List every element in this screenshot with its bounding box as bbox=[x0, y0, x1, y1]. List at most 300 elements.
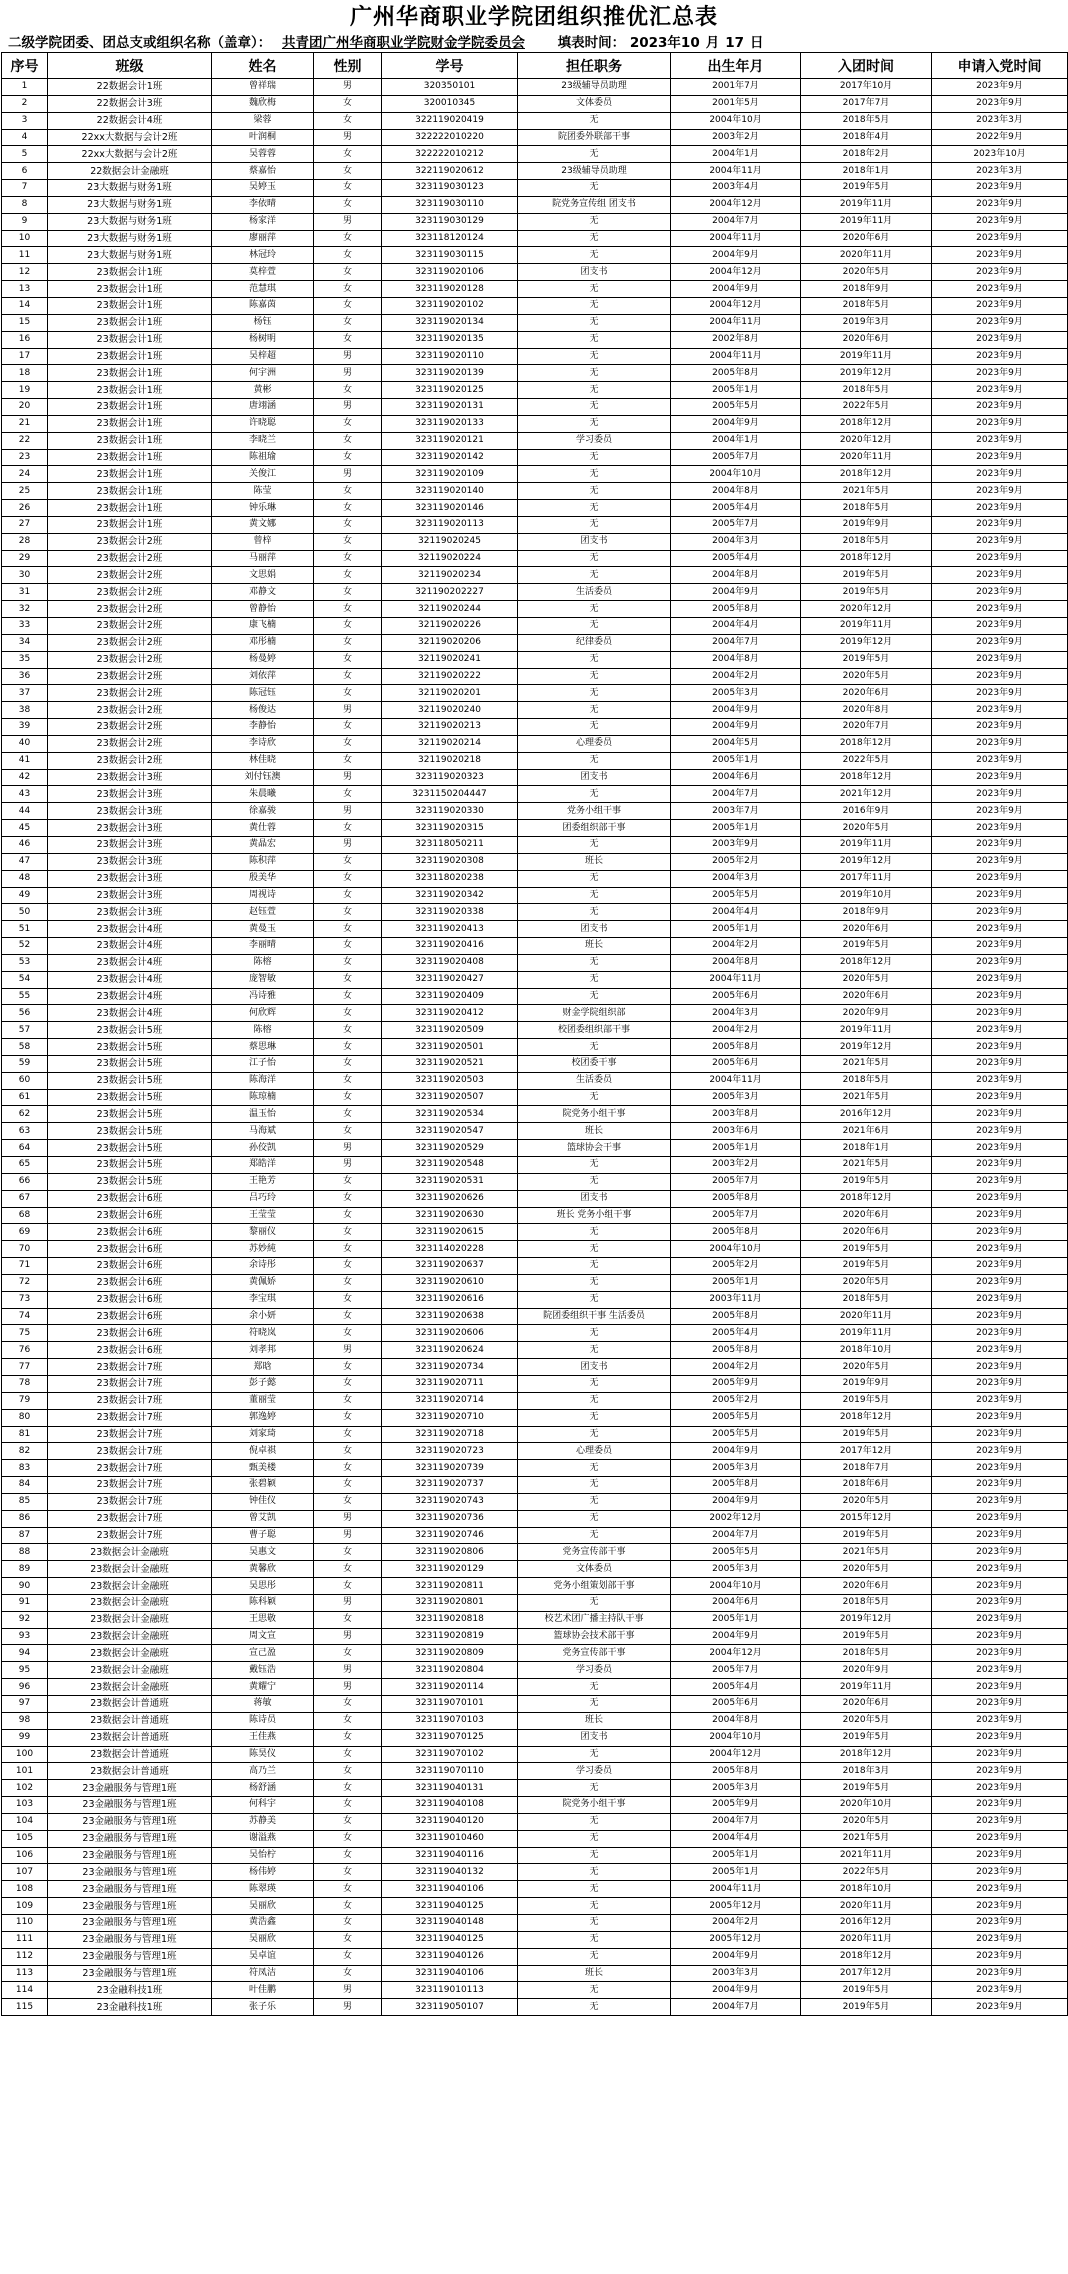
cell-party-apply: 2023年9月 bbox=[932, 1965, 1068, 1982]
cell-party-apply: 2023年9月 bbox=[932, 297, 1068, 314]
table-row bbox=[2, 769, 1068, 786]
cell-duty: 无 bbox=[518, 1392, 671, 1409]
table-row bbox=[2, 213, 1068, 230]
table-row bbox=[2, 399, 1068, 416]
cell-student-id: 32119020218 bbox=[382, 752, 518, 769]
cell-class: 23数据会计4班 bbox=[48, 921, 212, 938]
cell-party-apply: 2023年9月 bbox=[932, 432, 1068, 449]
cell-party-apply: 2023年9月 bbox=[932, 180, 1068, 197]
cell-class: 22数据会计1班 bbox=[48, 79, 212, 96]
cell-class: 23数据会计2班 bbox=[48, 651, 212, 668]
cell-index: 25 bbox=[2, 483, 48, 500]
cell-name: 黄佩娇 bbox=[212, 1274, 314, 1291]
cell-name: 何欣辉 bbox=[212, 1005, 314, 1022]
table-row bbox=[2, 988, 1068, 1005]
cell-class: 23数据会计普通班 bbox=[48, 1729, 212, 1746]
cell-index: 93 bbox=[2, 1628, 48, 1645]
table-row bbox=[2, 870, 1068, 887]
cell-duty: 团支书 bbox=[518, 769, 671, 786]
table-row bbox=[2, 1258, 1068, 1275]
cell-gender: 女 bbox=[314, 1578, 382, 1595]
cell-gender: 女 bbox=[314, 1274, 382, 1291]
cell-party-apply: 2023年9月 bbox=[932, 1982, 1068, 1999]
cell-gender: 男 bbox=[314, 399, 382, 416]
cell-student-id: 323119020606 bbox=[382, 1325, 518, 1342]
cell-class: 22数据会计金融班 bbox=[48, 163, 212, 180]
table-row bbox=[2, 971, 1068, 988]
cell-league-join: 2019年11月 bbox=[801, 348, 932, 365]
cell-class: 23金融服务与管理1班 bbox=[48, 1864, 212, 1881]
cell-league-join: 2018年5月 bbox=[801, 1291, 932, 1308]
cell-party-apply: 2023年9月 bbox=[932, 550, 1068, 567]
cell-student-id: 323119020140 bbox=[382, 483, 518, 500]
table-row bbox=[2, 1443, 1068, 1460]
cell-duty: 生活委员 bbox=[518, 1072, 671, 1089]
cell-gender: 女 bbox=[314, 314, 382, 331]
cell-name: 蔡嘉怡 bbox=[212, 163, 314, 180]
cell-birth: 2005年5月 bbox=[671, 1409, 801, 1426]
cell-birth: 2004年11月 bbox=[671, 1881, 801, 1898]
cell-student-id: 323119020809 bbox=[382, 1645, 518, 1662]
table-row bbox=[2, 432, 1068, 449]
cell-league-join: 2020年5月 bbox=[801, 1274, 932, 1291]
table-row bbox=[2, 1948, 1068, 1965]
table-row bbox=[2, 938, 1068, 955]
cell-student-id: 323119020131 bbox=[382, 399, 518, 416]
cell-name: 吕巧玲 bbox=[212, 1190, 314, 1207]
cell-gender: 男 bbox=[314, 129, 382, 146]
cell-student-id: 320350101 bbox=[382, 79, 518, 96]
cell-class: 23数据会计7班 bbox=[48, 1527, 212, 1544]
cell-index: 63 bbox=[2, 1123, 48, 1140]
cell-party-apply: 2023年9月 bbox=[932, 1527, 1068, 1544]
cell-name: 吴怡柠 bbox=[212, 1847, 314, 1864]
cell-gender: 女 bbox=[314, 1898, 382, 1915]
cell-index: 31 bbox=[2, 584, 48, 601]
cell-index: 78 bbox=[2, 1375, 48, 1392]
cell-name: 温玉怡 bbox=[212, 1106, 314, 1123]
cell-duty: 班长 bbox=[518, 853, 671, 870]
cell-party-apply: 2023年9月 bbox=[932, 1291, 1068, 1308]
cell-name: 曾祥瑞 bbox=[212, 79, 314, 96]
cell-index: 3 bbox=[2, 112, 48, 129]
cell-gender: 男 bbox=[314, 1679, 382, 1696]
cell-league-join: 2019年5月 bbox=[801, 1982, 932, 1999]
cell-party-apply: 2023年9月 bbox=[932, 786, 1068, 803]
cell-gender: 女 bbox=[314, 954, 382, 971]
cell-birth: 2005年3月 bbox=[671, 1089, 801, 1106]
cell-league-join: 2018年12月 bbox=[801, 769, 932, 786]
cell-birth: 2005年1月 bbox=[671, 752, 801, 769]
cell-gender: 女 bbox=[314, 1022, 382, 1039]
cell-index: 70 bbox=[2, 1241, 48, 1258]
cell-index: 83 bbox=[2, 1460, 48, 1477]
fill-month-unit: 月 bbox=[705, 35, 720, 51]
cell-birth: 2004年6月 bbox=[671, 1594, 801, 1611]
cell-index: 89 bbox=[2, 1561, 48, 1578]
cell-index: 24 bbox=[2, 466, 48, 483]
cell-class: 23数据会计1班 bbox=[48, 483, 212, 500]
cell-gender: 女 bbox=[314, 550, 382, 567]
cell-student-id: 323119020531 bbox=[382, 1173, 518, 1190]
cell-student-id: 323119020739 bbox=[382, 1460, 518, 1477]
table-row bbox=[2, 1527, 1068, 1544]
cell-name: 符晓岚 bbox=[212, 1325, 314, 1342]
cell-birth: 2004年9月 bbox=[671, 1443, 801, 1460]
cell-index: 62 bbox=[2, 1106, 48, 1123]
table-row bbox=[2, 1022, 1068, 1039]
cell-gender: 女 bbox=[314, 533, 382, 550]
table-row bbox=[2, 1173, 1068, 1190]
cell-student-id: 323119020819 bbox=[382, 1628, 518, 1645]
cell-duty: 无 bbox=[518, 314, 671, 331]
cell-party-apply: 2023年3月 bbox=[932, 163, 1068, 180]
cell-party-apply: 2023年10月 bbox=[932, 146, 1068, 163]
cell-name: 陈诗员 bbox=[212, 1712, 314, 1729]
cell-name: 马海斌 bbox=[212, 1123, 314, 1140]
cell-index: 1 bbox=[2, 79, 48, 96]
cell-index: 42 bbox=[2, 769, 48, 786]
cell-party-apply: 2023年9月 bbox=[932, 820, 1068, 837]
cell-class: 23数据会计5班 bbox=[48, 1039, 212, 1056]
cell-duty: 无 bbox=[518, 1999, 671, 2016]
cell-name: 蔡思琳 bbox=[212, 1039, 314, 1056]
cell-duty: 文体委员 bbox=[518, 1561, 671, 1578]
cell-party-apply: 2023年9月 bbox=[932, 735, 1068, 752]
table-row bbox=[2, 1746, 1068, 1763]
cell-name: 陈海洋 bbox=[212, 1072, 314, 1089]
cell-class: 23金融服务与管理1班 bbox=[48, 1914, 212, 1931]
table-row bbox=[2, 1780, 1068, 1797]
cell-student-id: 323119040106 bbox=[382, 1965, 518, 1982]
cell-party-apply: 2023年9月 bbox=[932, 533, 1068, 550]
cell-league-join: 2021年11月 bbox=[801, 1847, 932, 1864]
cell-student-id: 323119020129 bbox=[382, 1561, 518, 1578]
cell-student-id: 322222010220 bbox=[382, 129, 518, 146]
table-row bbox=[2, 1611, 1068, 1628]
cell-student-id: 323119040131 bbox=[382, 1780, 518, 1797]
cell-league-join: 2021年5月 bbox=[801, 1089, 932, 1106]
cell-league-join: 2018年9月 bbox=[801, 281, 932, 298]
cell-party-apply: 2023年9月 bbox=[932, 1948, 1068, 1965]
cell-name: 余小妍 bbox=[212, 1308, 314, 1325]
cell-duty: 无 bbox=[518, 752, 671, 769]
cell-birth: 2005年1月 bbox=[671, 1847, 801, 1864]
cell-student-id: 323119030110 bbox=[382, 196, 518, 213]
cell-party-apply: 2023年9月 bbox=[932, 1123, 1068, 1140]
table-row bbox=[2, 180, 1068, 197]
cell-class: 23数据会计4班 bbox=[48, 1005, 212, 1022]
cell-birth: 2004年6月 bbox=[671, 769, 801, 786]
cell-student-id: 323119020416 bbox=[382, 938, 518, 955]
cell-party-apply: 2023年9月 bbox=[932, 1072, 1068, 1089]
cell-index: 106 bbox=[2, 1847, 48, 1864]
cell-class: 23金融服务与管理1班 bbox=[48, 1965, 212, 1982]
table-row bbox=[2, 1190, 1068, 1207]
cell-class: 23数据会计金融班 bbox=[48, 1544, 212, 1561]
cell-gender: 女 bbox=[314, 146, 382, 163]
cell-gender: 女 bbox=[314, 516, 382, 533]
cell-league-join: 2020年11月 bbox=[801, 1308, 932, 1325]
cell-name: 刘孝邦 bbox=[212, 1342, 314, 1359]
cell-duty: 无 bbox=[518, 500, 671, 517]
cell-student-id: 323119020818 bbox=[382, 1611, 518, 1628]
cell-class: 23数据会计2班 bbox=[48, 584, 212, 601]
header-student-id: 学号 bbox=[382, 53, 518, 79]
cell-student-id: 323119070103 bbox=[382, 1712, 518, 1729]
cell-index: 20 bbox=[2, 399, 48, 416]
cell-birth: 2003年11月 bbox=[671, 1291, 801, 1308]
cell-student-id: 323118020238 bbox=[382, 870, 518, 887]
cell-class: 23数据会计普通班 bbox=[48, 1763, 212, 1780]
cell-league-join: 2019年12月 bbox=[801, 1611, 932, 1628]
table-row bbox=[2, 1426, 1068, 1443]
cell-party-apply: 2023年9月 bbox=[932, 1342, 1068, 1359]
cell-league-join: 2021年6月 bbox=[801, 1123, 932, 1140]
cell-index: 47 bbox=[2, 853, 48, 870]
cell-gender: 女 bbox=[314, 1763, 382, 1780]
cell-index: 19 bbox=[2, 382, 48, 399]
cell-party-apply: 2023年9月 bbox=[932, 1207, 1068, 1224]
cell-party-apply: 2023年9月 bbox=[932, 954, 1068, 971]
cell-name: 张子乐 bbox=[212, 1999, 314, 2016]
table-row bbox=[2, 1696, 1068, 1713]
cell-index: 97 bbox=[2, 1696, 48, 1713]
cell-index: 10 bbox=[2, 230, 48, 247]
cell-class: 23数据会计6班 bbox=[48, 1325, 212, 1342]
cell-class: 23数据会计6班 bbox=[48, 1207, 212, 1224]
cell-league-join: 2020年10月 bbox=[801, 1797, 932, 1814]
cell-birth: 2004年1月 bbox=[671, 146, 801, 163]
cell-student-id: 323119050107 bbox=[382, 1999, 518, 2016]
cell-duty: 无 bbox=[518, 651, 671, 668]
cell-party-apply: 2023年9月 bbox=[932, 79, 1068, 96]
cell-gender: 女 bbox=[314, 1241, 382, 1258]
cell-party-apply: 2023年9月 bbox=[932, 1359, 1068, 1376]
cell-name: 邓静文 bbox=[212, 584, 314, 601]
cell-student-id: 323119020109 bbox=[382, 466, 518, 483]
cell-student-id: 323119070102 bbox=[382, 1746, 518, 1763]
cell-class: 23数据会计3班 bbox=[48, 904, 212, 921]
cell-duty: 无 bbox=[518, 719, 671, 736]
cell-student-id: 323119030123 bbox=[382, 180, 518, 197]
cell-league-join: 2020年9月 bbox=[801, 1005, 932, 1022]
cell-duty: 学习委员 bbox=[518, 432, 671, 449]
cell-gender: 女 bbox=[314, 264, 382, 281]
cell-birth: 2005年7月 bbox=[671, 1662, 801, 1679]
cell-index: 23 bbox=[2, 449, 48, 466]
cell-duty: 无 bbox=[518, 1746, 671, 1763]
cell-class: 23数据会计6班 bbox=[48, 1224, 212, 1241]
table-row bbox=[2, 1999, 1068, 2016]
cell-duty: 无 bbox=[518, 685, 671, 702]
cell-class: 22数据会计4班 bbox=[48, 112, 212, 129]
cell-gender: 女 bbox=[314, 297, 382, 314]
cell-name: 郭逸婷 bbox=[212, 1409, 314, 1426]
cell-birth: 2004年2月 bbox=[671, 1022, 801, 1039]
cell-class: 23数据会计1班 bbox=[48, 415, 212, 432]
cell-birth: 2005年8月 bbox=[671, 1763, 801, 1780]
table-row bbox=[2, 382, 1068, 399]
cell-student-id: 323119020711 bbox=[382, 1375, 518, 1392]
cell-index: 37 bbox=[2, 685, 48, 702]
cell-name: 唐翊涵 bbox=[212, 399, 314, 416]
cell-student-id: 323119020408 bbox=[382, 954, 518, 971]
cell-student-id: 323114020228 bbox=[382, 1241, 518, 1258]
cell-gender: 男 bbox=[314, 702, 382, 719]
cell-party-apply: 2023年9月 bbox=[932, 1645, 1068, 1662]
cell-league-join: 2019年12月 bbox=[801, 365, 932, 382]
cell-name: 杨舒涵 bbox=[212, 1780, 314, 1797]
cell-party-apply: 2023年9月 bbox=[932, 1830, 1068, 1847]
table-row bbox=[2, 1982, 1068, 1999]
cell-birth: 2005年7月 bbox=[671, 1207, 801, 1224]
cell-name: 刘依萍 bbox=[212, 668, 314, 685]
cell-party-apply: 2023年9月 bbox=[932, 634, 1068, 651]
cell-name: 宣己盈 bbox=[212, 1645, 314, 1662]
cell-birth: 2003年7月 bbox=[671, 803, 801, 820]
cell-birth: 2004年7月 bbox=[671, 1999, 801, 2016]
cell-gender: 女 bbox=[314, 1089, 382, 1106]
cell-duty: 无 bbox=[518, 1493, 671, 1510]
cell-class: 23数据会计金融班 bbox=[48, 1645, 212, 1662]
cell-duty: 无 bbox=[518, 247, 671, 264]
cell-index: 94 bbox=[2, 1645, 48, 1662]
cell-duty: 无 bbox=[518, 516, 671, 533]
cell-class: 23数据会计6班 bbox=[48, 1274, 212, 1291]
table-row bbox=[2, 853, 1068, 870]
cell-name: 王莹莹 bbox=[212, 1207, 314, 1224]
table-row bbox=[2, 163, 1068, 180]
cell-duty: 无 bbox=[518, 348, 671, 365]
cell-index: 35 bbox=[2, 651, 48, 668]
cell-league-join: 2018年6月 bbox=[801, 1477, 932, 1494]
cell-party-apply: 2023年9月 bbox=[932, 516, 1068, 533]
cell-index: 13 bbox=[2, 281, 48, 298]
cell-party-apply: 2023年9月 bbox=[932, 399, 1068, 416]
cell-gender: 女 bbox=[314, 735, 382, 752]
cell-gender: 女 bbox=[314, 1881, 382, 1898]
table-row bbox=[2, 1813, 1068, 1830]
cell-birth: 2005年8月 bbox=[671, 365, 801, 382]
cell-league-join: 2020年12月 bbox=[801, 601, 932, 618]
cell-gender: 男 bbox=[314, 1527, 382, 1544]
cell-party-apply: 2023年9月 bbox=[932, 685, 1068, 702]
cell-duty: 无 bbox=[518, 1173, 671, 1190]
cell-league-join: 2020年5月 bbox=[801, 1712, 932, 1729]
cell-league-join: 2018年9月 bbox=[801, 904, 932, 921]
cell-party-apply: 2023年9月 bbox=[932, 1881, 1068, 1898]
cell-birth: 2005年4月 bbox=[671, 550, 801, 567]
cell-index: 86 bbox=[2, 1510, 48, 1527]
cell-duty: 无 bbox=[518, 146, 671, 163]
cell-party-apply: 2023年9月 bbox=[932, 601, 1068, 618]
cell-name: 杨俊达 bbox=[212, 702, 314, 719]
cell-birth: 2004年3月 bbox=[671, 1005, 801, 1022]
cell-index: 87 bbox=[2, 1527, 48, 1544]
cell-class: 23数据会计5班 bbox=[48, 1022, 212, 1039]
cell-name: 吴丽欣 bbox=[212, 1931, 314, 1948]
cell-gender: 女 bbox=[314, 1039, 382, 1056]
cell-party-apply: 2023年9月 bbox=[932, 331, 1068, 348]
cell-party-apply: 2023年9月 bbox=[932, 1426, 1068, 1443]
cell-birth: 2005年3月 bbox=[671, 1780, 801, 1797]
cell-league-join: 2021年5月 bbox=[801, 483, 932, 500]
cell-student-id: 323119020734 bbox=[382, 1359, 518, 1376]
cell-birth: 2005年9月 bbox=[671, 1797, 801, 1814]
cell-league-join: 2019年11月 bbox=[801, 618, 932, 635]
cell-gender: 女 bbox=[314, 95, 382, 112]
cell-gender: 女 bbox=[314, 1780, 382, 1797]
cell-class: 23数据会计1班 bbox=[48, 281, 212, 298]
cell-league-join: 2020年8月 bbox=[801, 702, 932, 719]
cell-class: 23数据会计2班 bbox=[48, 719, 212, 736]
cell-index: 15 bbox=[2, 314, 48, 331]
cell-party-apply: 2023年9月 bbox=[932, 1696, 1068, 1713]
cell-birth: 2005年8月 bbox=[671, 1224, 801, 1241]
cell-index: 12 bbox=[2, 264, 48, 281]
cell-league-join: 2020年6月 bbox=[801, 230, 932, 247]
cell-student-id: 323119020547 bbox=[382, 1123, 518, 1140]
cell-class: 23数据会计5班 bbox=[48, 1123, 212, 1140]
cell-index: 34 bbox=[2, 634, 48, 651]
cell-league-join: 2020年7月 bbox=[801, 719, 932, 736]
cell-gender: 男 bbox=[314, 836, 382, 853]
cell-name: 许晓聪 bbox=[212, 415, 314, 432]
cell-duty: 无 bbox=[518, 230, 671, 247]
fill-day-unit: 日 bbox=[750, 35, 764, 51]
cell-class: 23数据会计5班 bbox=[48, 1055, 212, 1072]
cell-index: 73 bbox=[2, 1291, 48, 1308]
cell-duty: 无 bbox=[518, 786, 671, 803]
table-row bbox=[2, 1241, 1068, 1258]
cell-student-id: 323119020507 bbox=[382, 1089, 518, 1106]
cell-name: 刘付钰澳 bbox=[212, 769, 314, 786]
cell-gender: 女 bbox=[314, 1797, 382, 1814]
cell-league-join: 2018年1月 bbox=[801, 1140, 932, 1157]
cell-student-id: 323119040120 bbox=[382, 1813, 518, 1830]
cell-name: 吴梓超 bbox=[212, 348, 314, 365]
cell-name: 戴钰浩 bbox=[212, 1662, 314, 1679]
cell-class: 23数据会计7班 bbox=[48, 1493, 212, 1510]
cell-party-apply: 2023年9月 bbox=[932, 1022, 1068, 1039]
cell-duty: 党务小组干事 bbox=[518, 803, 671, 820]
cell-class: 23金融服务与管理1班 bbox=[48, 1948, 212, 1965]
cell-league-join: 2018年5月 bbox=[801, 112, 932, 129]
cell-name: 廖丽萍 bbox=[212, 230, 314, 247]
cell-duty: 无 bbox=[518, 1898, 671, 1915]
cell-league-join: 2020年5月 bbox=[801, 264, 932, 281]
cell-name: 杨钰 bbox=[212, 314, 314, 331]
cell-duty: 文体委员 bbox=[518, 95, 671, 112]
cell-league-join: 2020年6月 bbox=[801, 1224, 932, 1241]
cell-birth: 2004年12月 bbox=[671, 1645, 801, 1662]
cell-birth: 2004年7月 bbox=[671, 1813, 801, 1830]
cell-student-id: 323119030115 bbox=[382, 247, 518, 264]
table-row bbox=[2, 1712, 1068, 1729]
cell-league-join: 2019年12月 bbox=[801, 853, 932, 870]
cell-index: 92 bbox=[2, 1611, 48, 1628]
cell-index: 11 bbox=[2, 247, 48, 264]
table-row bbox=[2, 1123, 1068, 1140]
cell-index: 101 bbox=[2, 1763, 48, 1780]
cell-league-join: 2019年9月 bbox=[801, 516, 932, 533]
cell-class: 23大数据与财务1班 bbox=[48, 247, 212, 264]
table-row bbox=[2, 1291, 1068, 1308]
cell-party-apply: 2023年9月 bbox=[932, 1578, 1068, 1595]
cell-duty: 无 bbox=[518, 887, 671, 904]
cell-duty: 无 bbox=[518, 954, 671, 971]
